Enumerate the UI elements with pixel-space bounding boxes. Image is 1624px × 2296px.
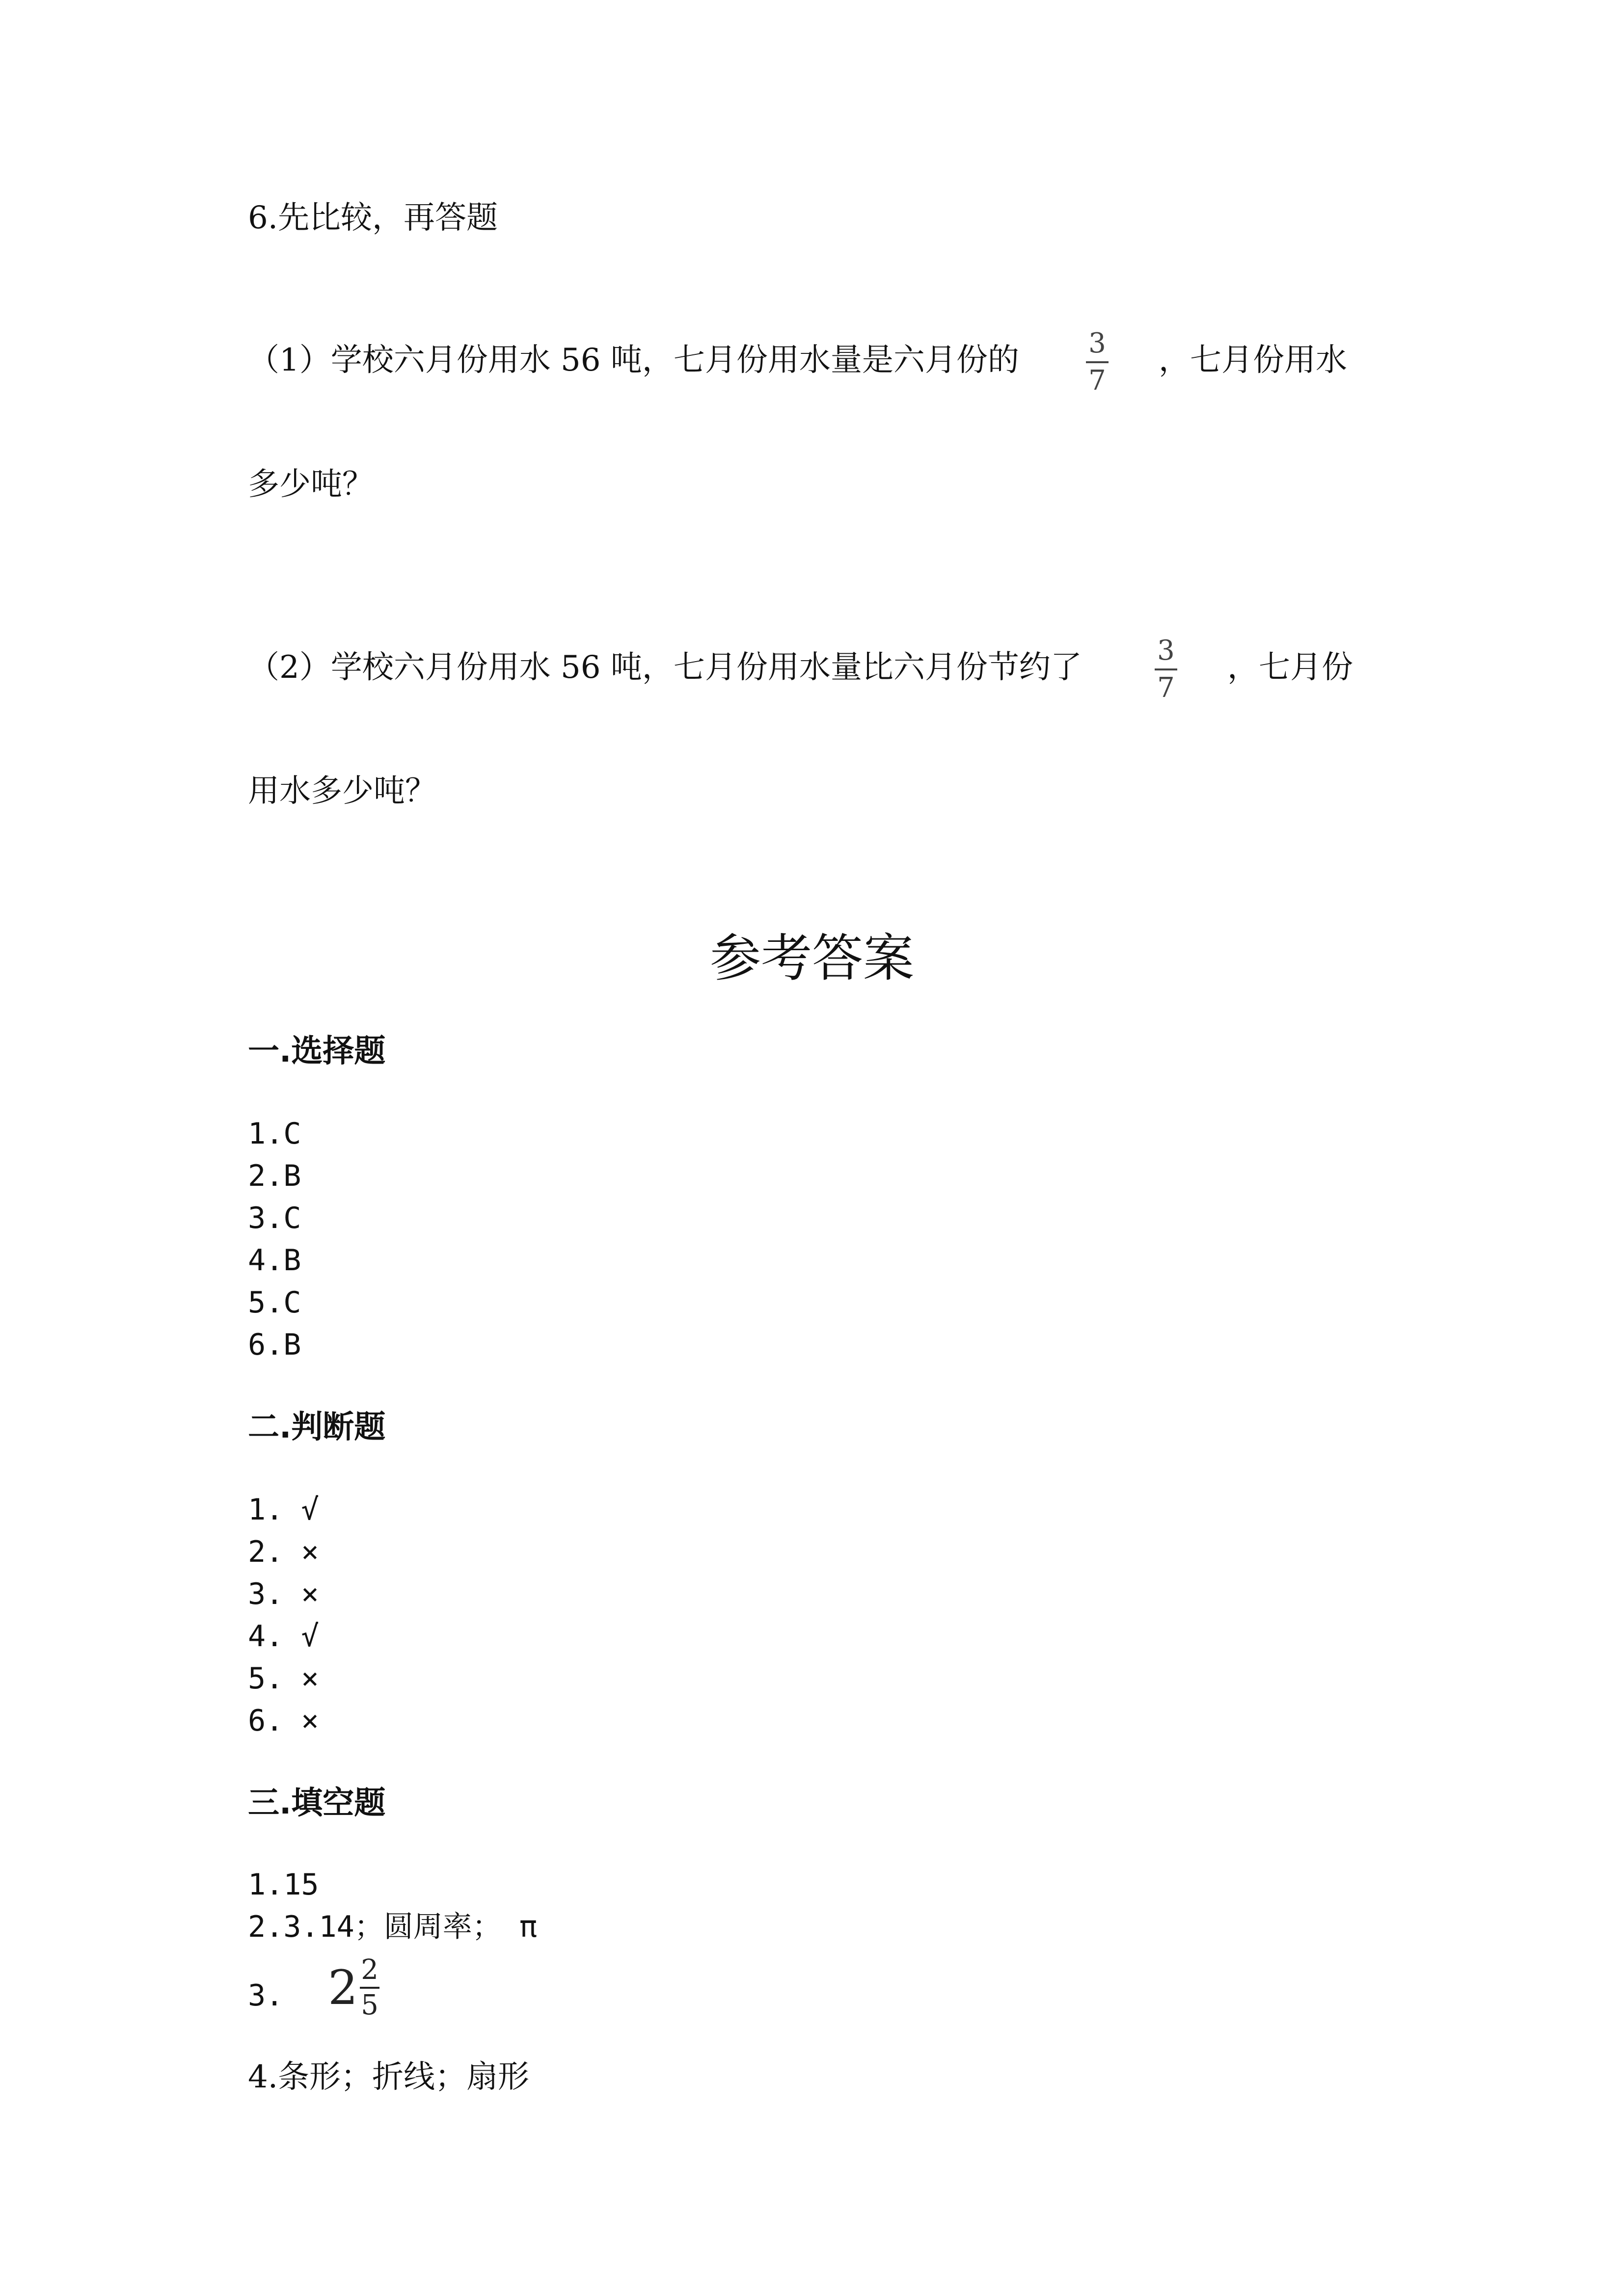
question-part1-tail: ，七月份用水 [1159, 342, 1347, 378]
answers-heading: 参考答案 [709, 928, 914, 988]
answer-item: 6. × [248, 1704, 319, 1738]
answer-item: 4. √ [248, 1619, 319, 1654]
fraction-numerator: 2 [361, 1954, 379, 1986]
answer-item: 5. × [248, 1661, 319, 1696]
answer-item: 1.C [248, 1117, 301, 1151]
fraction-denominator: 7 [1088, 365, 1106, 397]
mixed-number-whole: 2 [328, 1960, 358, 2015]
fraction-numerator: 3 [1157, 635, 1175, 667]
fraction-bar [1155, 668, 1177, 670]
answer-item: 4.B [248, 1243, 301, 1278]
fraction-part1 [1086, 327, 1109, 397]
answer-item: 1. √ [248, 1493, 319, 1527]
question-part2-text: （2）学校六月份用水 56 吨，七月份用水量比六月份节约了 [248, 649, 1082, 686]
answer-item: 5.C [248, 1285, 301, 1320]
section-fill-title: 三.填空题 [248, 1785, 386, 1821]
question-part1-text: （1）学校六月份用水 56 吨，七月份用水量是六月份的 [248, 342, 1019, 378]
fraction-denominator: 5 [361, 1989, 379, 2021]
answer-item: 6.B [248, 1328, 301, 1362]
fraction-part2 [1155, 637, 1177, 702]
answer-item-label: 3. [248, 1978, 284, 2013]
question-part2-tail: ，七月份 [1227, 649, 1353, 686]
question-part1-continuation: 多少吨？ [248, 466, 374, 503]
answer-item: 3. × [248, 1577, 319, 1611]
answer-item: 1.15 [248, 1868, 319, 1902]
answer-item: 4.条形；折线；扇形 [248, 2059, 530, 2095]
mixed-number-fraction [360, 1956, 379, 2019]
answer-item: 2.B [248, 1159, 301, 1193]
fraction-bar [1086, 361, 1109, 363]
answer-item: 2. × [248, 1535, 319, 1569]
answer-item: 2.3.14；圆周率； π [248, 1910, 537, 1944]
answer-item: 3.C [248, 1201, 301, 1235]
section-judge-title: 二.判断题 [248, 1409, 386, 1445]
fraction-bar [360, 1987, 379, 1989]
fraction-denominator: 7 [1157, 672, 1175, 704]
section-choice-title: 一.选择题 [248, 1033, 386, 1069]
question-part2-continuation: 用水多少吨？ [248, 773, 436, 809]
fraction-numerator: 3 [1088, 327, 1106, 359]
mixed-number [328, 1956, 379, 2019]
question-title: 6.先比较，再答题 [248, 200, 498, 236]
